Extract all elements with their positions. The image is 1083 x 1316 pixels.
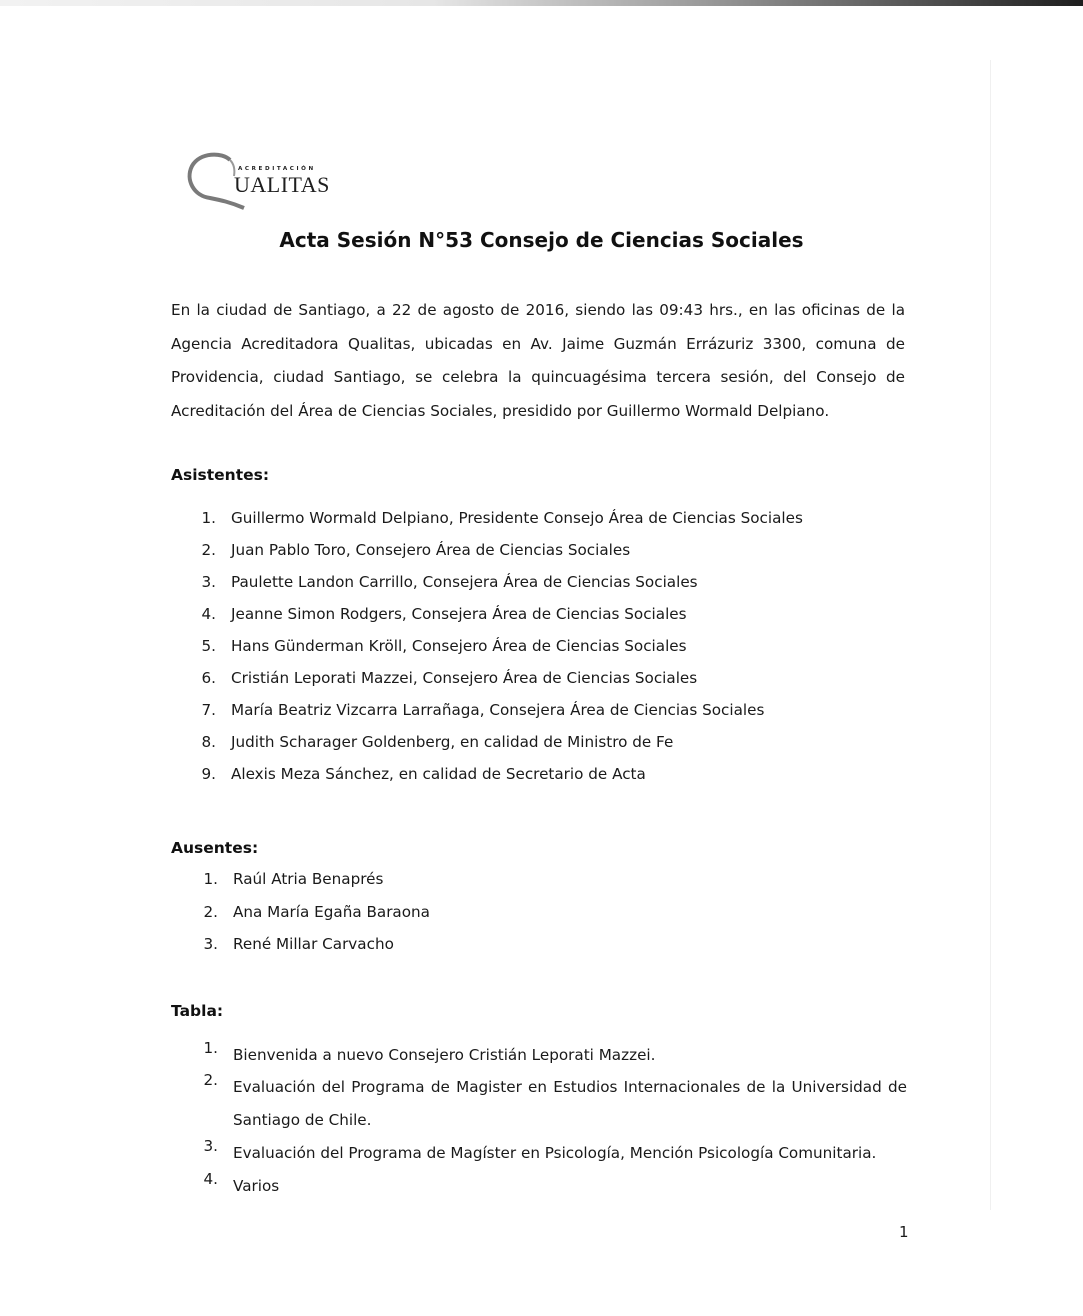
intro-paragraph: En la ciudad de Santiago, a 22 de agosto de 2016, siendo las 09:43 hrs., en las oficinas de la Agencia Acreditadora Qualitas, ubicadas en Av. Jaime Guzmán Errázuriz 3300, comuna de Providencia, ciudad Santiago, se celebra la quincuagésima tercera sesión, del Consejo de Acreditación del Área de Ciencias Sociales, presidido por Guillermo Wormald Delpiano. xyxy=(171,301,905,420)
list-item-number: 4. xyxy=(201,605,216,623)
list-item-text: Judith Scharager Goldenberg, en calidad de Ministro de Fe xyxy=(231,733,674,751)
list-item xyxy=(0,541,1083,573)
list-item-text: René Millar Carvacho xyxy=(233,935,394,953)
logo-subtitle: ACREDITACIÓN xyxy=(238,166,316,172)
list-item-text: Juan Pablo Toro, Consejero Área de Ciencias Sociales xyxy=(231,541,631,559)
list-item xyxy=(0,637,1083,669)
list-item-text: Alexis Meza Sánchez, en calidad de Secretario de Acta xyxy=(231,765,646,783)
list-item-text: Evaluación del Programa de Magister en Estudios Internacionales de la Universidad de Santiago de Chile. xyxy=(233,1078,907,1129)
logo-wordmark: UALITAS xyxy=(234,172,330,197)
list-item xyxy=(0,765,1083,797)
list-item xyxy=(0,509,1083,541)
list-item xyxy=(0,1039,1083,1071)
list-item xyxy=(0,605,1083,637)
list-item xyxy=(0,903,1083,936)
list-item xyxy=(0,1170,1083,1203)
asistentes-list xyxy=(0,509,1083,797)
list-item-number: 3. xyxy=(203,1137,218,1155)
list-item-text: Evaluación del Programa de Magíster en Psicología, Mención Psicología Comunitaria. xyxy=(233,1144,877,1162)
list-item-number: 7. xyxy=(201,701,216,719)
list-item-number: 4. xyxy=(203,1170,218,1188)
qualitas-logo xyxy=(186,150,346,212)
list-item-number: 2. xyxy=(203,1071,218,1089)
list-item-number: 3. xyxy=(201,573,216,591)
list-item xyxy=(0,870,1083,903)
list-item-number: 2. xyxy=(201,541,216,559)
ausentes-list xyxy=(0,870,1083,968)
list-item-text: Ana María Egaña Baraona xyxy=(233,902,430,921)
list-item-number: 6. xyxy=(201,669,216,687)
document-title: Acta Sesión N°53 Consejo de Ciencias Sociales xyxy=(279,228,804,252)
list-item-number: 1. xyxy=(201,509,216,527)
asistentes-heading: Asistentes: xyxy=(171,466,270,484)
list-item xyxy=(0,935,1083,968)
page-top-edge xyxy=(0,0,1083,6)
list-item xyxy=(0,1137,1083,1170)
list-item xyxy=(0,1071,1083,1137)
list-item-number: 9. xyxy=(201,765,216,783)
list-item-text: Bienvenida a nuevo Consejero Cristián Leporati Mazzei. xyxy=(233,1046,656,1064)
list-item-text: Varios xyxy=(233,1177,280,1195)
list-item-number: 8. xyxy=(201,733,216,751)
list-item-number: 2. xyxy=(203,902,218,921)
ausentes-heading: Ausentes: xyxy=(171,839,259,857)
list-item xyxy=(0,701,1083,733)
list-item-number: 5. xyxy=(201,637,216,655)
list-item-text: Raúl Atria Benaprés xyxy=(233,870,384,888)
list-item-number: 1. xyxy=(203,1039,218,1057)
list-item-text: Guillermo Wormald Delpiano, Presidente Consejo Área de Ciencias Sociales xyxy=(231,509,803,527)
page-number: 1 xyxy=(899,1223,909,1241)
list-item xyxy=(0,733,1083,765)
list-item-text: Cristián Leporati Mazzei, Consejero Área de Ciencias Sociales xyxy=(231,669,698,687)
list-item-text: Jeanne Simon Rodgers, Consejera Área de Ciencias Sociales xyxy=(231,605,687,623)
list-item xyxy=(0,669,1083,701)
list-item xyxy=(0,573,1083,605)
list-item-text: María Beatriz Vizcarra Larrañaga, Consejera Área de Ciencias Sociales xyxy=(231,701,765,719)
tabla-heading: Tabla: xyxy=(171,1002,224,1020)
tabla-list xyxy=(0,1039,1083,1203)
list-item-text: Hans Günderman Kröll, Consejero Área de Ciencias Sociales xyxy=(231,637,687,655)
list-item-number: 1. xyxy=(203,870,218,888)
list-item-number: 3. xyxy=(203,935,218,953)
list-item-text: Paulette Landon Carrillo, Consejera Área de Ciencias Sociales xyxy=(231,573,698,591)
